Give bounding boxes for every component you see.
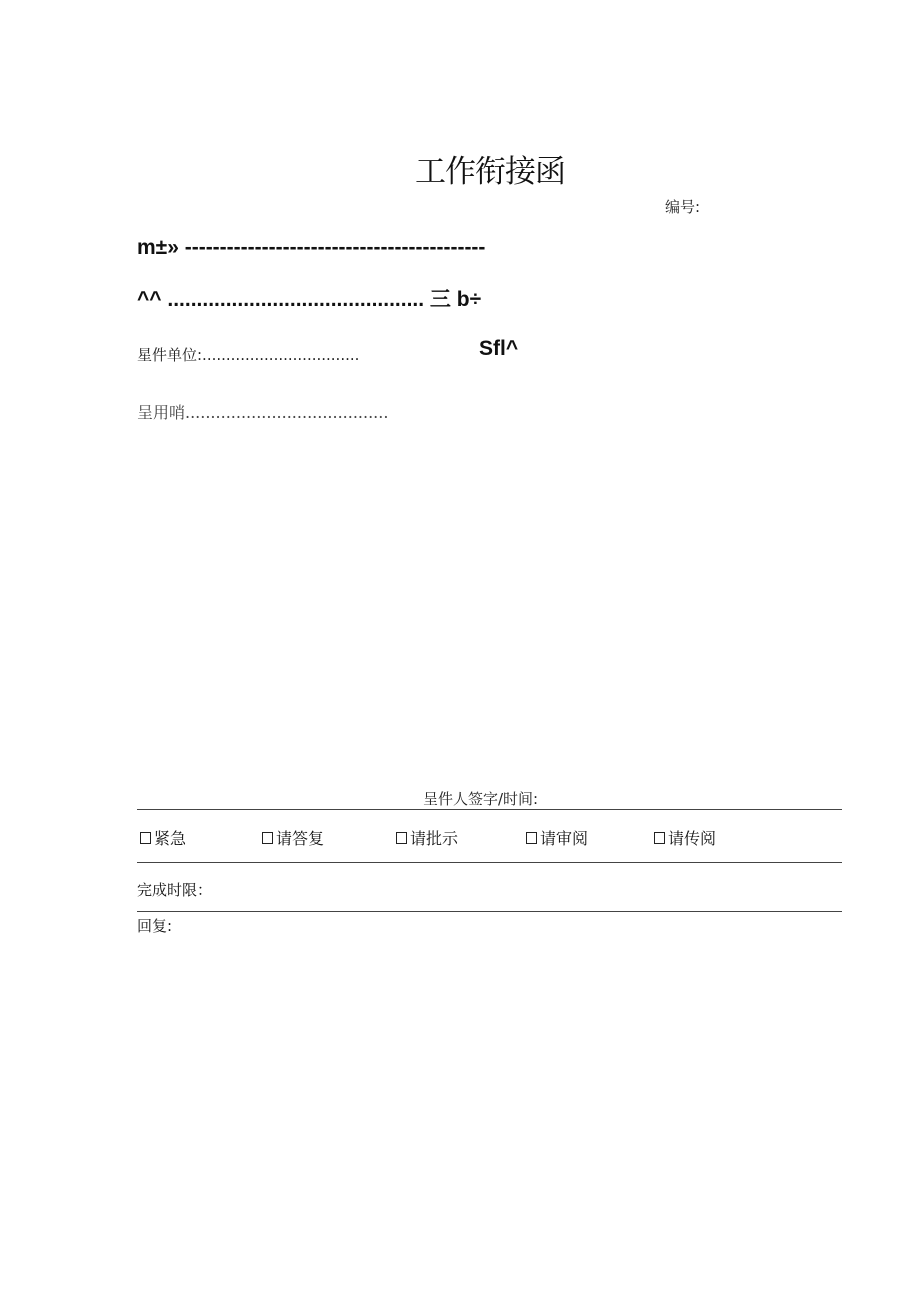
presenter-field: 呈用哨........................................ [137,403,389,422]
field-row-2: ^^ ............................................ 三 b÷ [137,288,482,311]
field-row-1: m±» ------------------------------------------- [137,236,486,259]
document-title: 工作衔接函 [415,154,565,190]
divider-line [137,911,842,912]
reply-label: 回复: [137,917,173,935]
number-label: 编号: [665,198,701,216]
divider-line [137,862,842,863]
option-label: 紧急 [154,829,187,848]
sender-unit-tail: Sfl^ [479,337,519,360]
option-label: 请答复 [276,829,325,848]
deadline-label: 完成时限： [137,881,213,899]
option-label: 请传阅 [668,829,717,848]
sender-unit-field: 星件单位:................................. [137,346,360,364]
signature-time-label: 呈件人签字/时间: [423,790,539,808]
checkbox-icon[interactable] [396,832,407,844]
checkbox-icon[interactable] [262,832,273,844]
option-approval-request[interactable] [396,826,458,849]
option-reply-request[interactable] [262,826,324,849]
option-label: 请审阅 [540,829,589,848]
checkbox-icon[interactable] [654,832,665,844]
option-label: 请批示 [410,829,459,848]
option-review-request[interactable] [526,826,588,849]
option-circulate-request[interactable] [654,826,716,849]
checkbox-icon[interactable] [526,832,537,844]
checkbox-icon[interactable] [140,832,151,844]
divider-line [137,809,842,810]
option-urgent[interactable] [140,826,186,849]
